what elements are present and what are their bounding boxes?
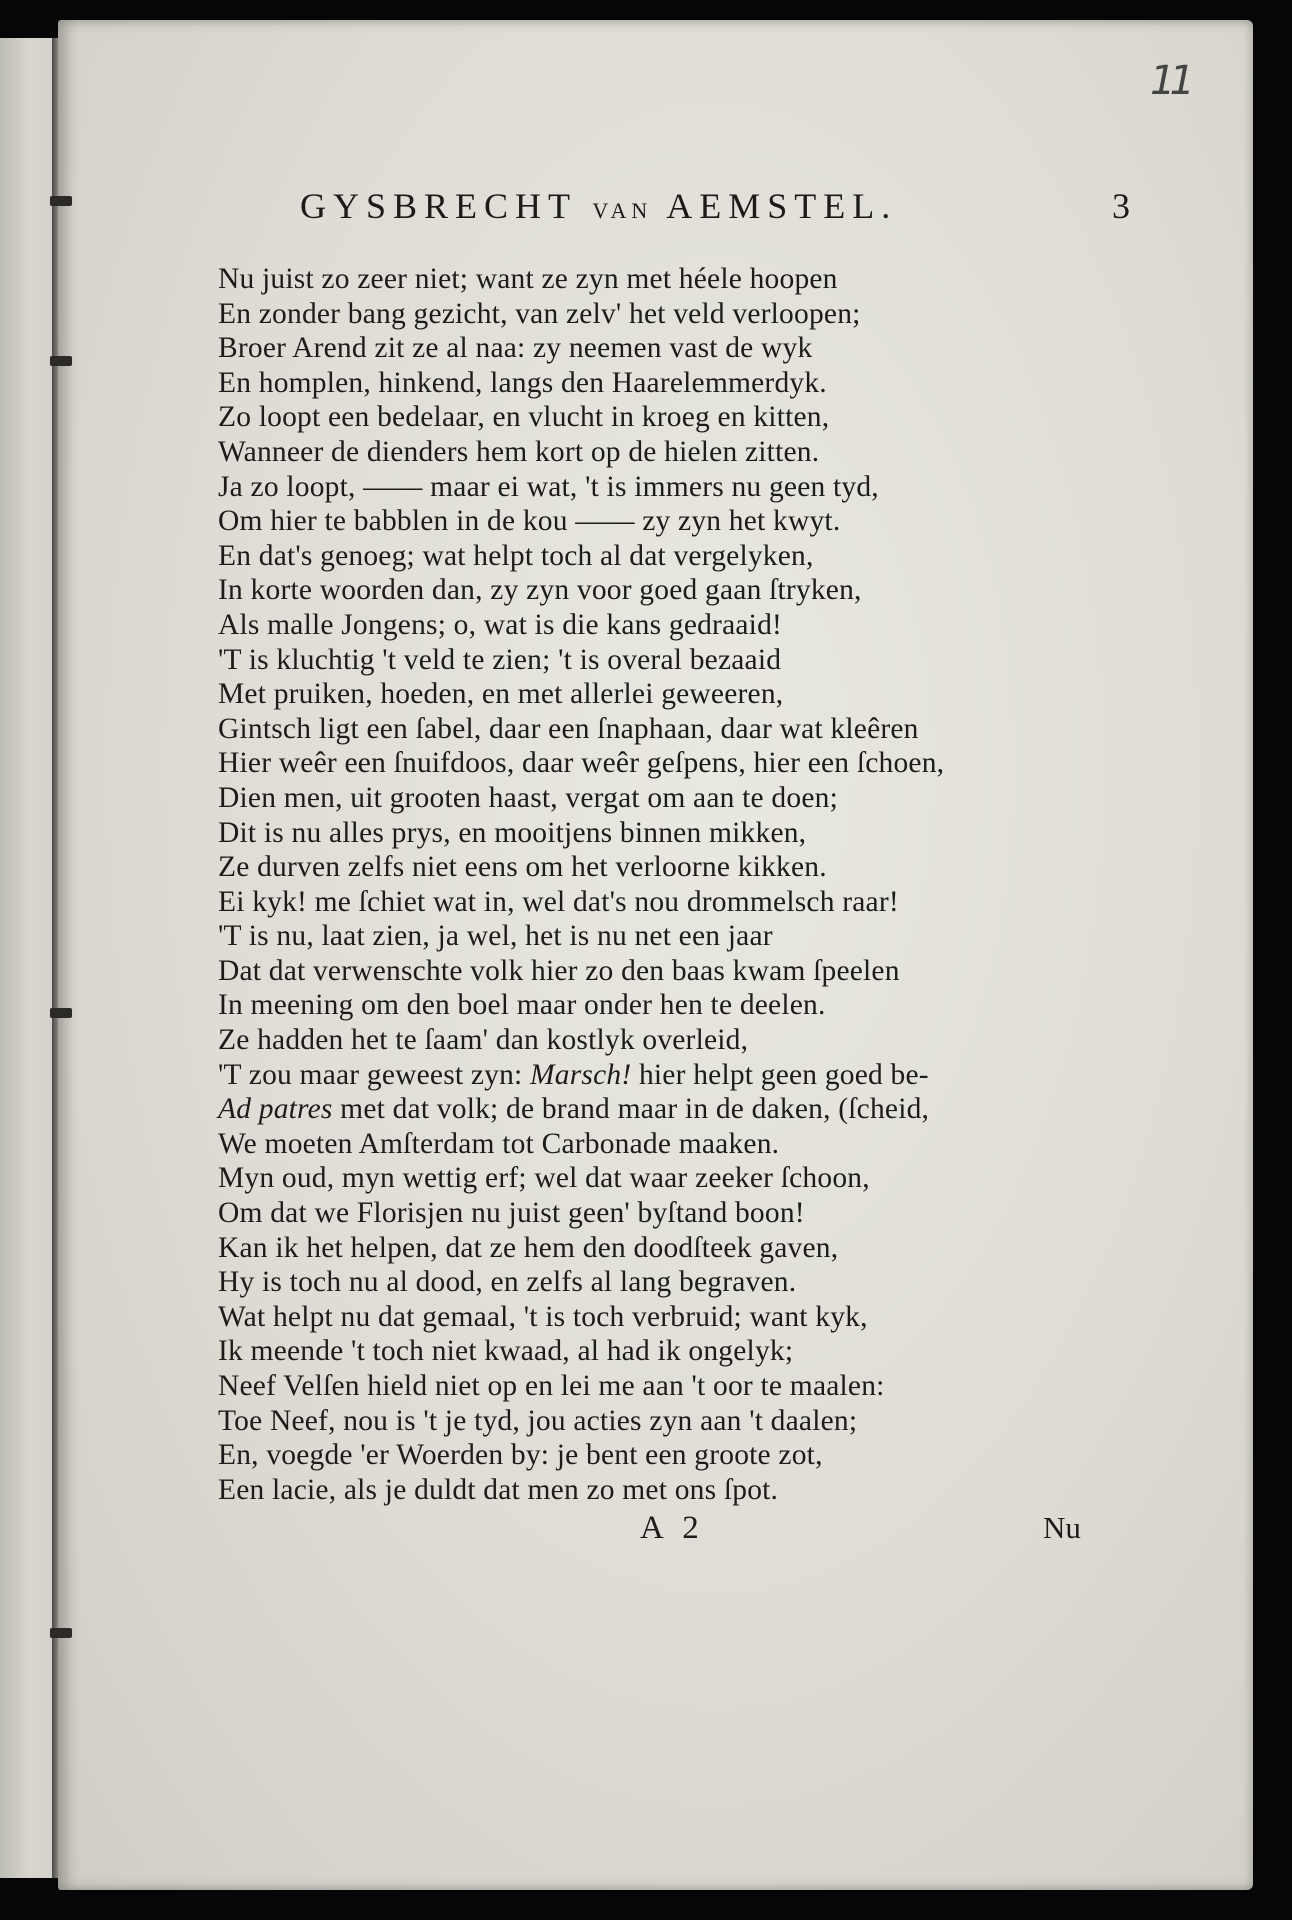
verse-line (218, 781, 1098, 816)
verse-line (218, 1334, 1098, 1369)
verse-text: Ja zo loopt, —— maar ei wat, 't is immers nu geen tyd, (218, 470, 879, 503)
signature-mark: A 2 (640, 1510, 705, 1546)
verse-line (218, 1404, 1098, 1439)
verse-text: 'T zou maar geweest zyn: (218, 1058, 531, 1091)
verse-text: Kan ik het helpen, dat ze hem den doodſteek gaven, (218, 1231, 839, 1264)
verse-text: En, voegde 'er Woerden by: je bent een groote zot, (218, 1439, 823, 1472)
verse-text: En zonder bang gezicht, van zelv' het veld verloopen; (218, 297, 861, 330)
verse-text: Een lacie, als je duldt dat men zo met ons ſpot. (218, 1473, 779, 1506)
verse-line (218, 435, 1098, 470)
verse-text: Myn oud, myn wettig erf; wel dat waar zeeker ſchoon, (218, 1162, 870, 1195)
verse-line (218, 573, 1098, 608)
running-head (300, 185, 1130, 235)
verse-text-continued: hier helpt geen goed be- (631, 1058, 929, 1091)
verse-line (218, 677, 1098, 712)
verse-text: Hy is toch nu al dood, en zelfs al lang begraven. (218, 1266, 797, 1299)
verse-line (218, 885, 1098, 920)
verse-line (218, 1300, 1098, 1335)
verse-text: Als malle Jongens; o, wat is die kans gedraaid! (218, 608, 783, 641)
verse-line (218, 400, 1098, 435)
verse-text: Toe Neef, nou is 't je tyd, jou acties zyn aan 't daalen; (218, 1404, 858, 1437)
verse-line (218, 643, 1098, 678)
verse-text: Dien men, uit grooten haast, vergat om aan te doen; (218, 781, 838, 814)
verse-text: Ik meende 't toch niet kwaad, al had ik ongelyk; (218, 1335, 794, 1368)
verse-text: En homplen, hinkend, langs den Haarelemmerdyk. (218, 366, 827, 399)
verse-line (218, 608, 1098, 643)
verse-text: Nu juist zo zeer niet; want ze zyn met héele hoopen (218, 263, 838, 295)
verse-line (218, 1058, 1098, 1093)
verse-text: 'T is kluchtig 't veld te zien; 't is overal bezaaid (218, 643, 782, 676)
verse-text: Om hier te babblen in de kou —— zy zyn het kwyt. (218, 505, 841, 538)
verse-line (218, 919, 1098, 954)
verse-line (218, 504, 1098, 539)
verse-text: Ze durven zelfs niet eens om het verloorne kikken. (218, 851, 827, 884)
running-head-title (300, 185, 897, 227)
verse-line (218, 1438, 1098, 1473)
verse-text-continued: met dat volk; de brand maar in de daken, (ſcheid, (332, 1093, 930, 1126)
verse-line (218, 988, 1098, 1023)
verse-line (218, 297, 1098, 332)
verse-text: Om dat we Florisjen nu juist geen' byſtand boon! (218, 1197, 805, 1230)
verse-text: In meening om den boel maar onder hen te deelen. (218, 989, 826, 1022)
verse-text: 'T is nu, laat zien, ja wel, het is nu net een jaar (218, 920, 773, 953)
verse-line (218, 850, 1098, 885)
verse-line (218, 1369, 1098, 1404)
title-word-gysbrecht: GYSBRECHT (300, 186, 577, 226)
binding-stitch (50, 356, 72, 366)
catchword: Nu (1043, 1510, 1081, 1545)
verse-text: In korte woorden dan, zy zyn voor goed gaan ſtryken, (218, 574, 862, 607)
binding-stitch (50, 196, 72, 206)
verse-line (218, 1127, 1098, 1162)
verse-line (218, 746, 1098, 781)
verse-line (218, 1473, 1098, 1508)
verse-text: Ei kyk! me ſchiet wat in, wel dat's nou drommelsch raar! (218, 885, 899, 918)
verse-line (218, 470, 1098, 505)
verse-text: Hier weêr een ſnuifdoos, daar weêr geſpens, hier een ſchoen, (218, 747, 945, 780)
verse-text-block (218, 262, 1098, 1507)
verse-line (218, 539, 1098, 574)
verse-line (218, 1161, 1098, 1196)
verse-line (218, 1092, 1098, 1127)
pencil-folio-number: 11 (1150, 58, 1189, 104)
verse-line (218, 954, 1098, 989)
title-word-aemstel: AEMSTEL. (666, 186, 898, 226)
verse-text: Wanneer de dienders hem kort op de hielen zitten. (218, 435, 820, 468)
binding-stitch (50, 1628, 72, 1638)
page-number: 3 (1112, 186, 1130, 226)
verse-line (218, 1231, 1098, 1266)
verse-text: Neef Velſen hield niet op en lei me aan 't oor te maalen: (218, 1370, 885, 1402)
verse-line (218, 331, 1098, 366)
verse-line (218, 1023, 1098, 1058)
verse-line (218, 1196, 1098, 1231)
verse-text: Gintsch ligt een ſabel, daar een ſnaphaan, daar wat kleêren (218, 712, 919, 745)
verse-text: Met pruiken, hoeden, en met allerlei geweeren, (218, 678, 784, 711)
verse-text: Zo loopt een bedelaar, en vlucht in kroeg en kitten, (218, 401, 830, 434)
binding-stitch (50, 1008, 72, 1018)
verse-text: Wat helpt nu dat gemaal, 't is toch verbruid; want kyk, (218, 1300, 868, 1333)
verse-text: We moeten Amſterdam tot Carbonade maaken. (218, 1127, 780, 1160)
title-word-van: VAN (592, 198, 653, 223)
verse-text: En dat's genoeg; wat helpt toch al dat vergelyken, (218, 539, 814, 572)
verse-text: Dat dat verwenschte volk hier zo den baas kwam ſpeelen (218, 954, 900, 987)
verse-text: Broer Arend zit ze al naa: zy neemen vast de wyk (218, 332, 813, 365)
verse-text: Ze hadden het te ſaam' dan kostlyk overleid, (218, 1024, 749, 1057)
verse-line (218, 712, 1098, 747)
verse-line (218, 1265, 1098, 1300)
verse-line (218, 366, 1098, 401)
verse-italic-text: Marsch! (530, 1058, 632, 1091)
verse-text: Dit is nu alles prys, en mooitjens binnen mikken, (218, 816, 807, 849)
verse-italic-text: Ad patres (218, 1093, 333, 1126)
verse-line (218, 816, 1098, 851)
verse-line (218, 262, 1098, 297)
